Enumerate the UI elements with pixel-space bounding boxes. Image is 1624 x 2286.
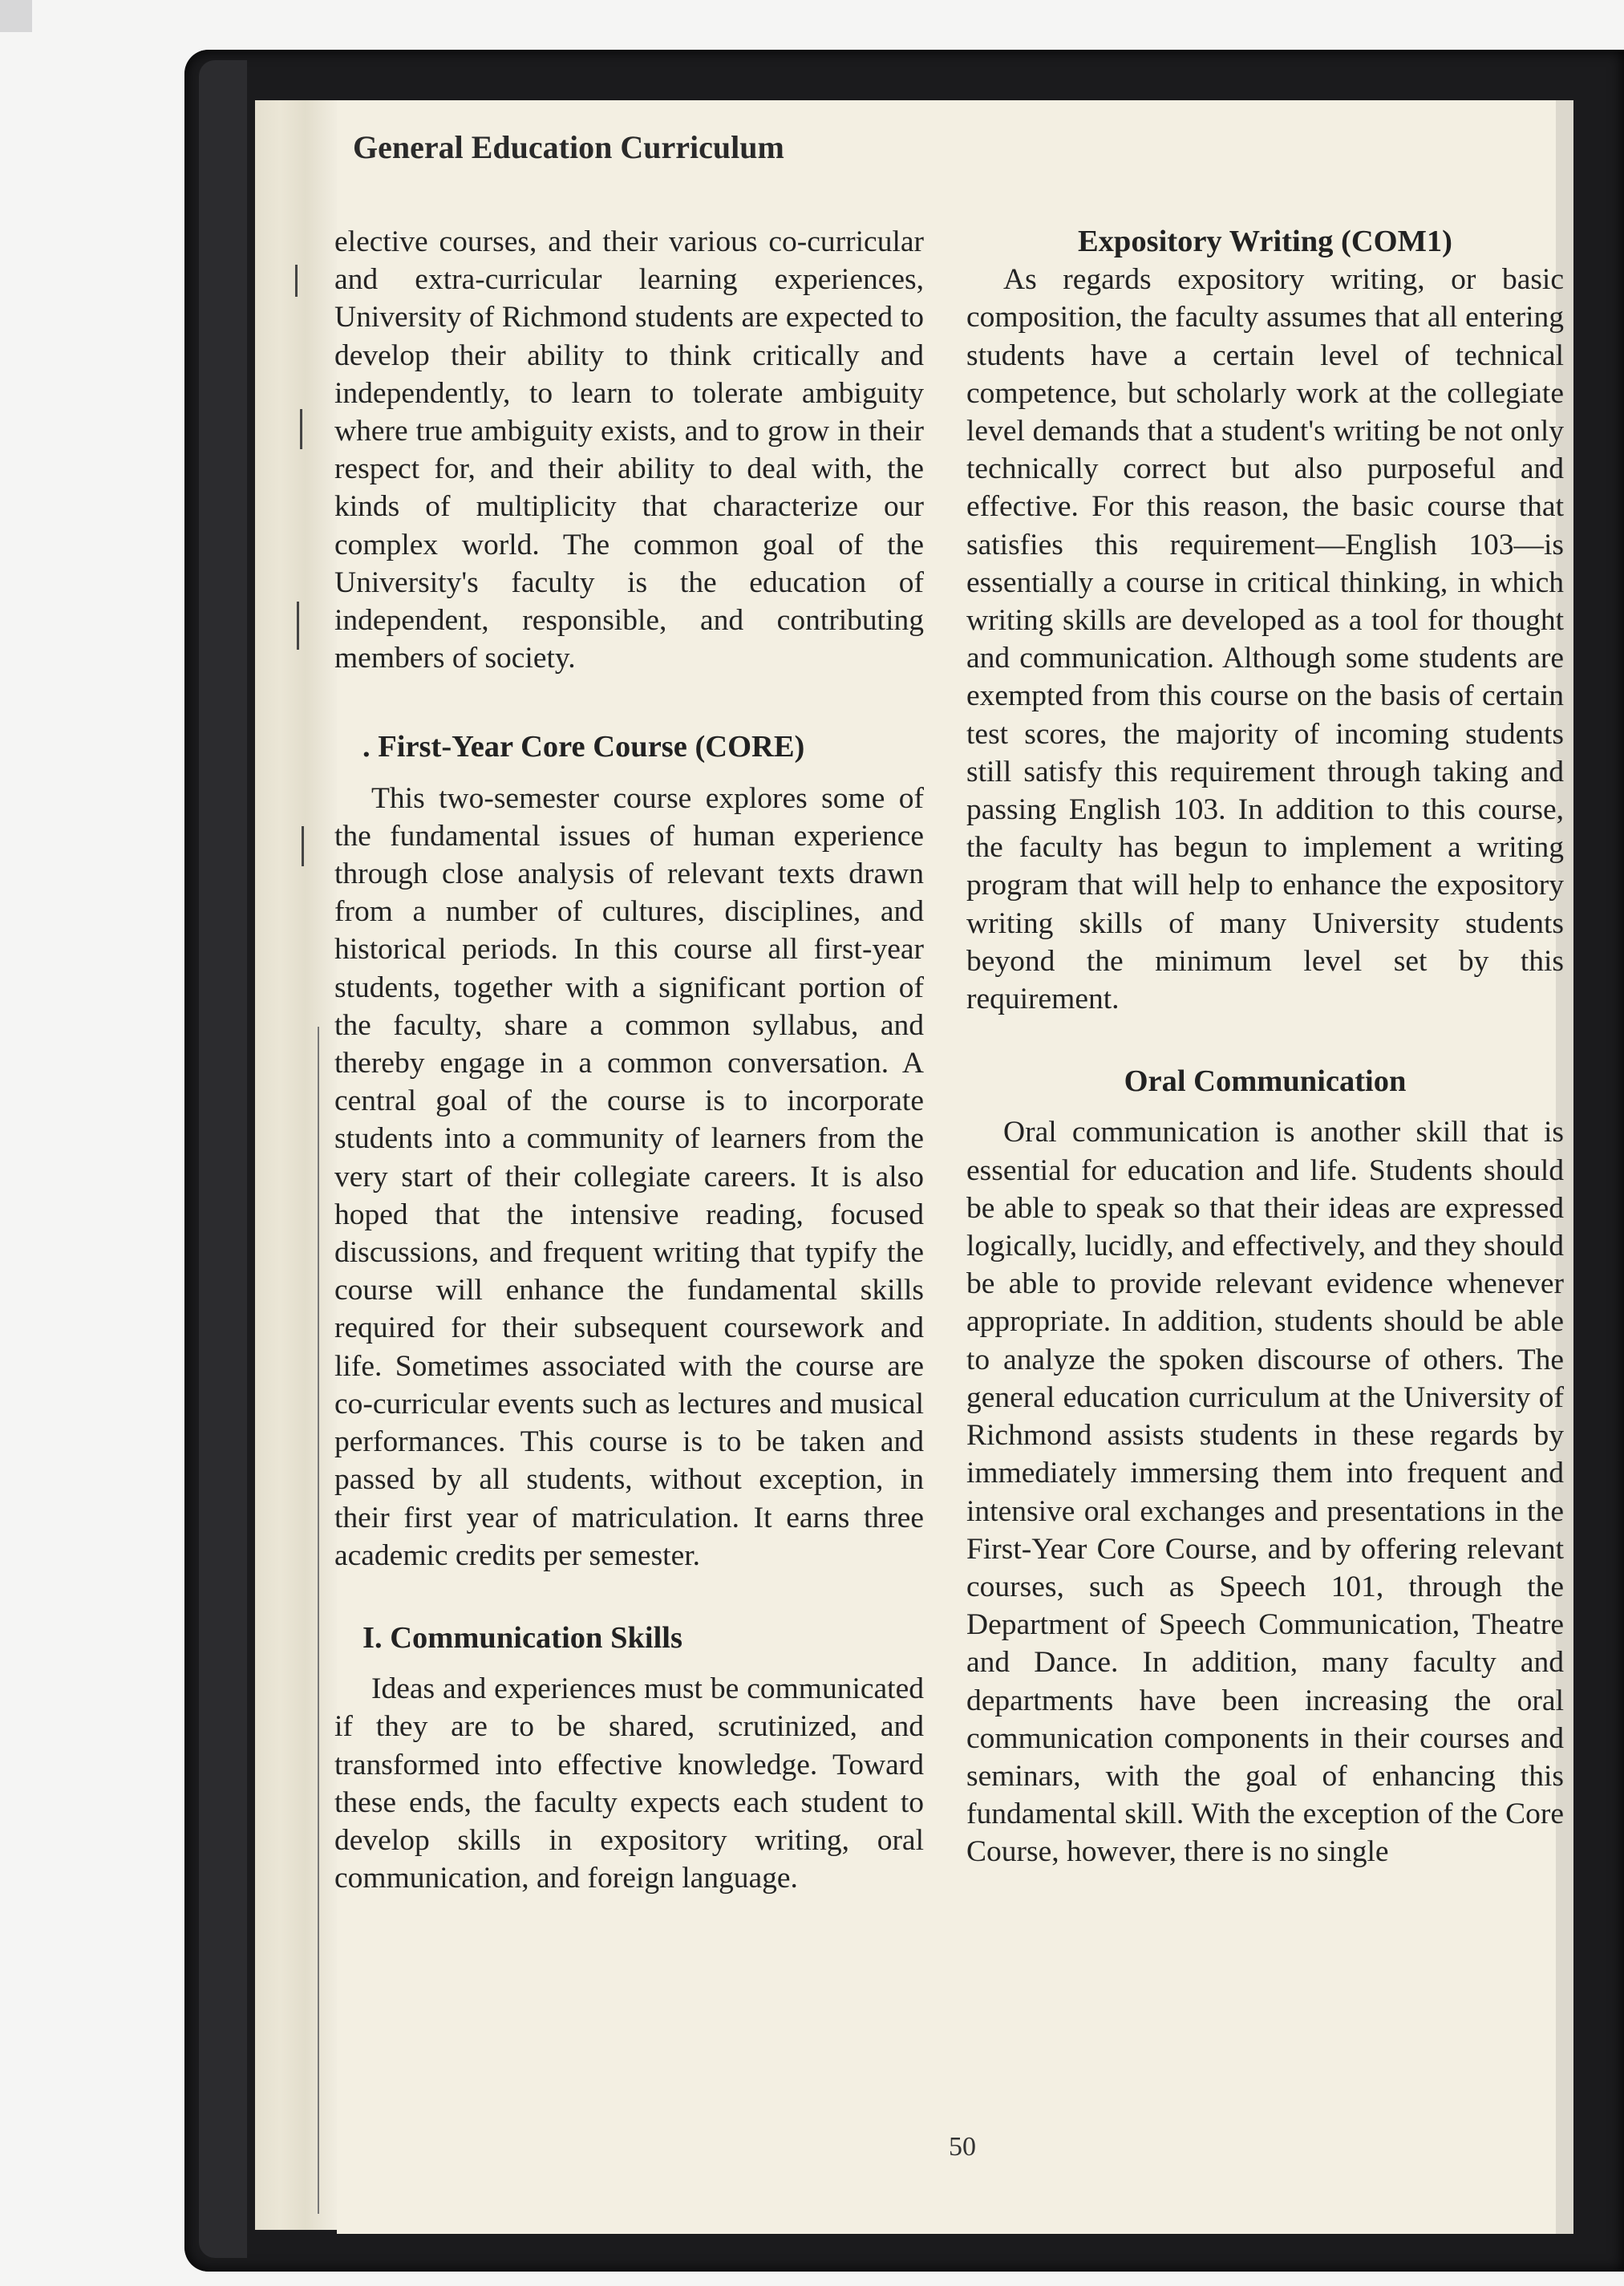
section-heading: I. Communication Skills	[362, 1620, 682, 1655]
scan-corner	[0, 0, 32, 32]
section-heading: Oral Communication	[1124, 1064, 1407, 1099]
paragraph: This two-semester course explores some of the fundamental issues of human experience through close analysis of relevant texts drawn from a number of cultures, disciplines, and historical periods. In this course all first-year students, together with a significant portion of the faculty, share a common syllabus, and thereby engage in a common conversation. A central goal of the course is to incorporate students into a community of learners from the very start of their collegiate careers. It is also hoped that the intensive reading, focused discussions, and frequent writing that typify the course will enhance the fundamental skills required for their subsequent coursework and life. Sometimes associated with the course are co-curricular events such as lectures and musical performances. This course is to be taken and passed by all students, without exception, in their first year of matriculation. It earns three academic credits per semester.	[334, 781, 924, 1572]
stack-mark	[302, 826, 304, 866]
paragraph: Ideas and experiences must be communicated if they are to be shared, scrutinized, and transformed into effective knowledge. Toward these ends, the faculty expects each student to develop skills in expository writing, oral communication, and foreign language.	[334, 1672, 924, 1895]
paragraph: As regards expository writing, or basic composition, the faculty assumes that all entering students have a certain level of technical competence, but scholarly work at the collegiate level demands that a student's writing be not only technically correct but also purposeful and effective. For this reason, the basic course that satisfies this requirement—English 103—is essentially a course in critical thinking, in which writing skills are developed as a tool for thought and communication. Although some students are exempted from this course on the basis of certain test scores, the majority of incoming students still satisfy this requirement through taking and passing English 103. In addition to this course, the faculty has begun to implement a writing program that will help to enhance the expository writing skills of many University students beyond the minimum level set by this requirement.	[966, 263, 1564, 1016]
page-number: 50	[949, 2132, 976, 2162]
stack-mark	[318, 1027, 319, 2214]
page-stack-marks	[289, 265, 337, 2230]
right-column	[966, 223, 1564, 1871]
stack-mark	[295, 265, 298, 297]
paragraph: Oral communication is another skill that is essential for education and life. Students should be able to speak so that their ideas are expressed logically, lucidly, and effectively, and they should be able to provide relevant evidence whenever appropriate. In addition, students should be able to analyze the spoken discourse of others. The general education curriculum at the University of Richmond assists students in these regards by immediately immersing them into frequent and intensive oral exchanges and presentations in the First-Year Core Course, and by offering relevant courses, such as Speech 101, through the Department of Speech Communication, Theatre and Dance. In addition, many faculty and departments have been increasing the oral communication components in their courses and seminars, with the goal of enhancing this fundamental skill. With the exception of the Core Course, however, there is no single	[966, 1116, 1564, 1869]
stack-mark	[297, 602, 299, 650]
stack-mark	[300, 409, 302, 449]
section-heading: Expository Writing (COM1)	[1078, 225, 1452, 258]
page-header: General Education Curriculum	[353, 129, 784, 165]
section-heading: . First-Year Core Course (CORE)	[362, 730, 805, 764]
paragraph: elective courses, and their various co-curricular and extra-curricular learning experiences, University of Richmond students are expected to develop their ability to think critically and independently, to learn to tolerate ambiguity where true ambiguity exists, and to grow in their respect for, and their ability to deal with, the kinds of multiplicity that characterize our complex world. The common goal of the University's faculty is the education of independent, responsible, and contributing members of society.	[334, 225, 924, 675]
left-column	[334, 223, 924, 1897]
binder-spine	[199, 60, 247, 2258]
